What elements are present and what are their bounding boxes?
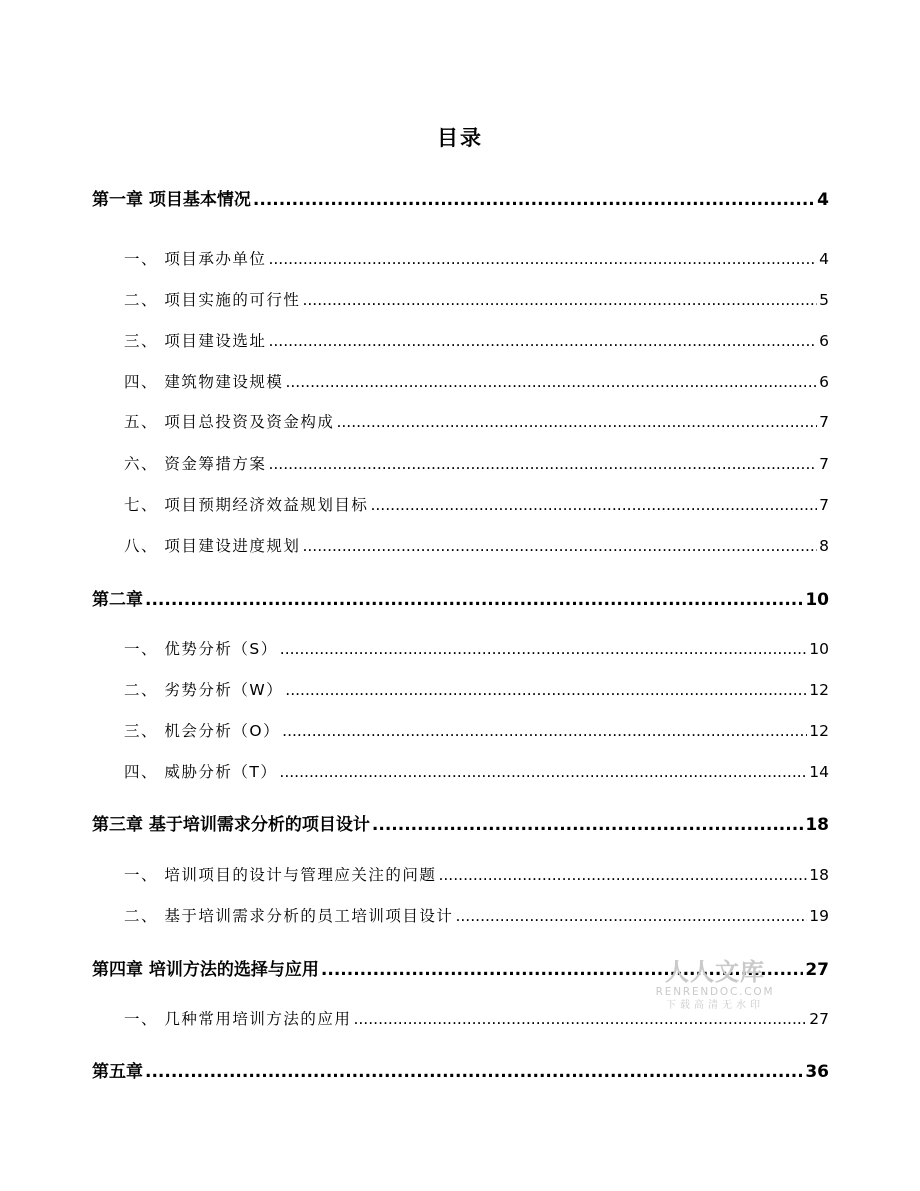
toc-leader-dots <box>353 1010 807 1028</box>
toc-page-number: 19 <box>809 907 829 925</box>
toc-leader-dots <box>282 722 807 740</box>
toc-entry-text: 六、 资金筹措方案 <box>124 455 267 473</box>
toc-page-number: 7 <box>819 455 829 473</box>
toc-entry-text: 一、 几种常用培训方法的应用 <box>124 1010 352 1028</box>
toc-entry-text: 四、 建筑物建设规模 <box>124 373 284 391</box>
toc-page-number: 12 <box>809 722 829 740</box>
toc-leader-dots <box>336 413 817 431</box>
toc-entry-text: 二、 劣势分析（W） <box>124 681 284 699</box>
toc-entry-text: 二、 项目实施的可行性 <box>124 291 301 309</box>
toc-page-number: 6 <box>819 332 829 350</box>
toc-entry-section[interactable] <box>92 329 829 351</box>
toc-leader-dots <box>302 291 817 309</box>
toc-entry-text: 五、 项目总投资及资金构成 <box>124 413 335 431</box>
toc-page-number: 12 <box>809 681 829 699</box>
toc-entry-section[interactable] <box>92 637 829 659</box>
toc-entry-text: 第五章 <box>92 1062 143 1082</box>
toc-entry-section[interactable] <box>92 288 829 310</box>
toc-entry-chapter-2[interactable] <box>92 585 829 610</box>
toc-entry-chapter-3[interactable] <box>92 810 829 835</box>
toc-leader-dots <box>268 332 817 350</box>
toc-entry-text: 第二章 <box>92 590 143 610</box>
toc-entry-section[interactable] <box>92 534 829 556</box>
toc-entry-section[interactable] <box>92 247 829 269</box>
toc-page-number: 7 <box>819 413 829 431</box>
toc-entry-section[interactable] <box>92 452 829 474</box>
toc-page-number: 10 <box>805 590 829 610</box>
toc-page-number: 27 <box>805 960 829 980</box>
toc-page-number: 6 <box>819 373 829 391</box>
toc-entry-text: 四、 威胁分析（T） <box>124 763 278 781</box>
toc-entry-text: 一、 培训项目的设计与管理应关注的问题 <box>124 866 437 884</box>
watermark-logo <box>650 958 780 1012</box>
toc-page-number: 14 <box>809 763 829 781</box>
toc-entry-section[interactable] <box>92 719 829 741</box>
toc-entry-text: 七、 项目预期经济效益规划目标 <box>124 496 369 514</box>
toc-entry-text: 八、 项目建设进度规划 <box>124 537 301 555</box>
toc-page-number: 5 <box>819 291 829 309</box>
toc-leader-dots <box>280 640 807 658</box>
toc-entry-text: 第一章 项目基本情况 <box>92 190 251 210</box>
toc-leader-dots <box>285 373 817 391</box>
watermark-brand: 人人文库 <box>665 958 765 986</box>
toc-entry-text: 第四章 培训方法的选择与应用 <box>92 960 319 980</box>
toc-page-number: 4 <box>817 190 829 210</box>
toc-page-number: 8 <box>819 537 829 555</box>
toc-leader-dots <box>455 907 807 925</box>
toc-page-number: 18 <box>805 815 829 835</box>
watermark-url: RENRENDOC.COM <box>655 986 775 998</box>
toc-entry-chapter-1[interactable] <box>92 185 829 210</box>
toc-entry-text: 第三章 基于培训需求分析的项目设计 <box>92 815 370 835</box>
toc-entry-text: 一、 优势分析（S） <box>124 640 278 658</box>
toc-entry-text: 三、 项目建设选址 <box>124 332 267 350</box>
toc-leader-dots <box>370 496 817 514</box>
toc-entry-section[interactable] <box>92 760 829 782</box>
toc-entry-section[interactable] <box>92 370 829 392</box>
toc-entry-section[interactable] <box>92 410 829 432</box>
toc-leader-dots <box>372 815 803 835</box>
toc-leader-dots <box>438 866 807 884</box>
toc-entry-section[interactable] <box>92 493 829 515</box>
toc-entry-text: 二、 基于培训需求分析的员工培训项目设计 <box>124 907 454 925</box>
watermark-tagline: 下载高清无水印 <box>666 1000 764 1011</box>
toc-page-number: 10 <box>809 640 829 658</box>
toc-leader-dots <box>279 763 807 781</box>
toc-page-number: 7 <box>819 496 829 514</box>
toc-page-number: 18 <box>809 866 829 884</box>
toc-page-number: 4 <box>819 250 829 268</box>
toc-leader-dots <box>253 190 815 210</box>
toc-leader-dots <box>302 537 817 555</box>
toc-entry-text: 一、 项目承办单位 <box>124 250 267 268</box>
toc-leader-dots <box>268 250 817 268</box>
toc-page-number: 27 <box>809 1010 829 1028</box>
toc-page-number: 36 <box>805 1062 829 1082</box>
toc-entry-section[interactable] <box>92 678 829 700</box>
toc-leader-dots <box>285 681 807 699</box>
toc-entry-section[interactable] <box>92 863 829 885</box>
toc-entry-chapter-5[interactable] <box>92 1057 829 1082</box>
toc-entry-text: 三、 机会分析（O） <box>124 722 281 740</box>
toc-leader-dots <box>145 590 803 610</box>
toc-leader-dots <box>145 1062 803 1082</box>
toc-title: 目录 <box>437 126 483 150</box>
toc-entry-section[interactable] <box>92 904 829 926</box>
toc-leader-dots <box>268 455 817 473</box>
